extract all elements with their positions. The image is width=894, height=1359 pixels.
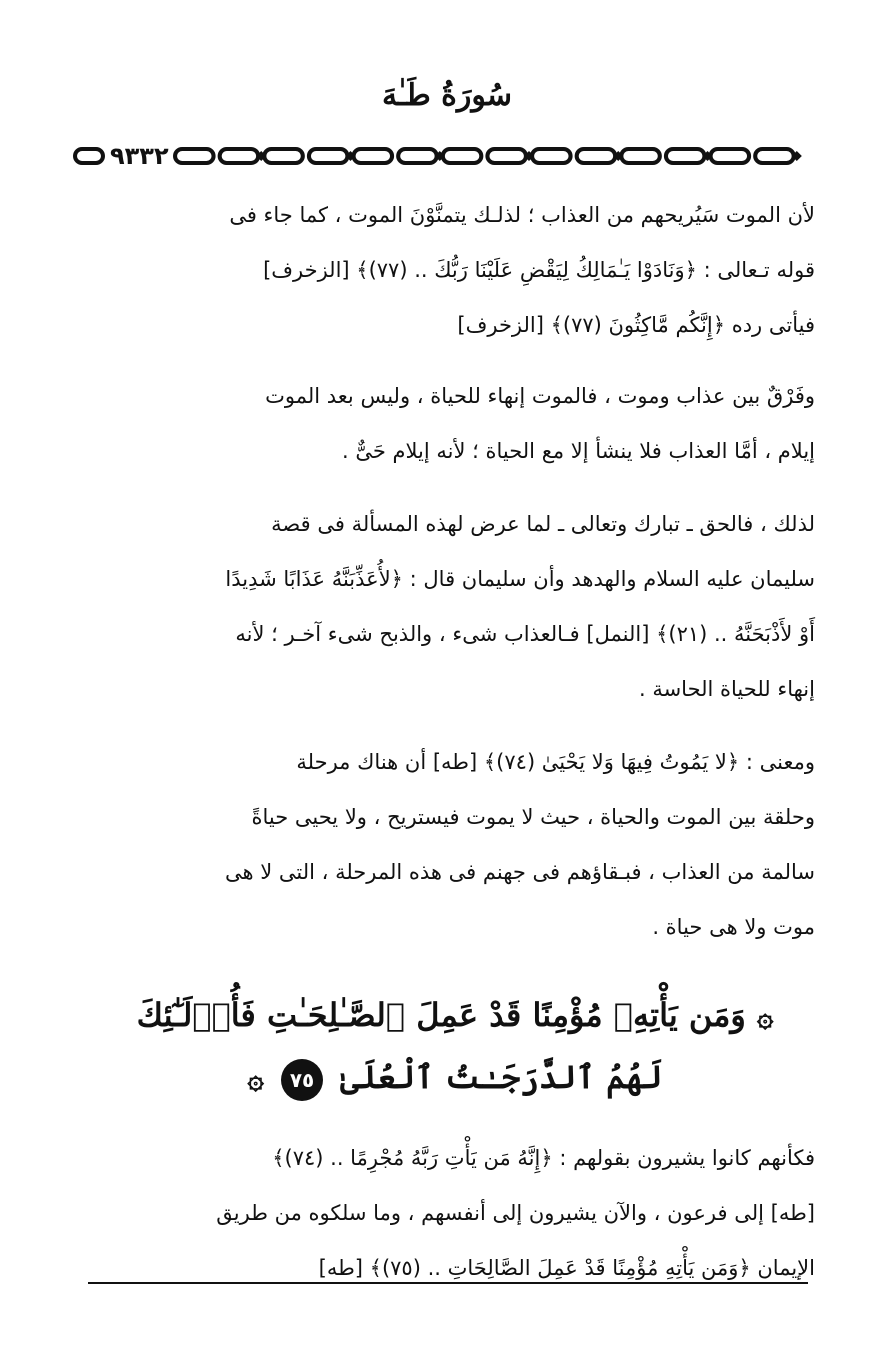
- text-line: لذلك ، فالحق ـ تبارك وتعالى ـ لما عرض لهذه المسألة فى قصة: [271, 512, 815, 536]
- header-ornament-row: [72, 140, 842, 172]
- verse-line-2: [95, 1047, 815, 1109]
- verse-text: لَهُمُ ٱلدَّرَجَـٰتُ ٱلْعُلَىٰ: [340, 1058, 663, 1096]
- paragraph-2: [95, 369, 815, 479]
- text-line: إيلام ، أمَّا العذاب فلا ينشأ إلا مع الحياة ؛ لأنه إيلام حَىٌّ .: [341, 439, 815, 463]
- chain-link: [621, 149, 660, 163]
- text-line: أَوْ لأَذْبَحَنَّهُ .. (٢١)﴾ [النمل] فـالعذاب شىء ، والذبح شىء آخـر ؛ لأنه: [235, 622, 815, 646]
- chain-link: [219, 149, 258, 163]
- verse-line-1: [95, 985, 815, 1047]
- text-line: قوله تـعالى : ﴿وَنَادَوْا يَـٰمَالِكُ لِيَقْضِ عَلَيْنَا رَبُّكَ .. (٧٧)﴾ [الزخرف]: [263, 258, 815, 282]
- chain-link: [532, 149, 571, 163]
- quran-verse-block: [95, 985, 815, 1109]
- chain-link: [487, 149, 526, 163]
- text-line: لأن الموت سَيُريحهم من العذاب ؛ لذلـك يتمنَّوْنَ الموت ، كما جاء فى: [229, 203, 815, 227]
- verse-text: وَمَن يَأْتِهِۦ مُؤْمِنًا قَدْ عَمِلَ ٱلصَّـٰلِحَـٰتِ فَأُو۟لَـٰٓئِكَ: [136, 996, 746, 1034]
- chain-link: [576, 149, 615, 163]
- page-body: [95, 188, 815, 1314]
- text-line: [طه] إلى فرعون ، والآن يشيرون إلى أنفسهم ، وما سلكوه من طريق: [216, 1201, 815, 1225]
- chain-link: [309, 149, 348, 163]
- chain-link: [353, 149, 392, 163]
- text-line: فكأنهم كانوا يشيرون بقولهم : ﴿إِنَّهُ مَن يَأْتِ رَبَّهُ مُجْرِمًا .. (٧٤)﴾: [272, 1146, 815, 1170]
- chain-link: [666, 149, 705, 163]
- chain-link: [710, 149, 749, 163]
- text-line: موت ولا هى حياة .: [652, 915, 815, 939]
- text-line: إنهاء للحياة الحاسة .: [638, 677, 815, 701]
- text-line: فيأتى رده ﴿إِنَّكُم مَّاكِثُونَ (٧٧)﴾ [الزخرف]: [457, 313, 815, 337]
- text-line: وحلقة بين الموت والحياة ، حيث لا يموت فيستريح ، ولا يحيى حياةً: [251, 805, 815, 829]
- surah-title: سُورَةُ طَـٰهَ: [381, 78, 513, 113]
- chain-end-ornament: [72, 141, 106, 171]
- chain-link: [175, 149, 214, 163]
- text-line: ومعنى : ﴿لا يَمُوتُ فِيهَا وَلا يَحْيَىٰ (٧٤)﴾ [طه] أن هناك مرحلة: [296, 750, 815, 774]
- chain-link: [398, 149, 437, 163]
- paragraph-4: [95, 735, 815, 955]
- footer-rule: [88, 1282, 808, 1284]
- text-line: وفَرْقٌ بين عذاب وموت ، فالموت إنهاء للحياة ، وليس بعد الموت: [265, 384, 815, 408]
- verse-close-ornament: ۞: [247, 1062, 264, 1095]
- chain-border-ornament: [173, 141, 842, 171]
- chain-link: [755, 149, 794, 163]
- text-line: سالمة من العذاب ، فبـقاؤهم فى جهنم فى هذه المرحلة ، التى لا هى: [224, 860, 815, 884]
- text-line: الإيمان ﴿وَمَن يَأْتِهِ مُؤْمِنًا قَدْ عَمِلَ الصَّالِحَاتِ .. (٧٥)﴾ [طه]: [318, 1256, 815, 1280]
- ayah-number-circle: ٧٥: [281, 1059, 323, 1101]
- chain-link: [442, 149, 481, 163]
- paragraph-1: [95, 188, 815, 353]
- closing-paragraph: [95, 1131, 815, 1296]
- chain-link: [264, 149, 303, 163]
- text-line: سليمان عليه السلام والهدهد وأن سليمان قال : ﴿لأُعَذِّبَنَّهُ عَذَابًا شَدِيدًا: [225, 567, 815, 591]
- paragraph-3: [95, 497, 815, 717]
- verse-open-ornament: ۞: [756, 1000, 774, 1033]
- page-number: ٩٣٣٢: [110, 142, 169, 170]
